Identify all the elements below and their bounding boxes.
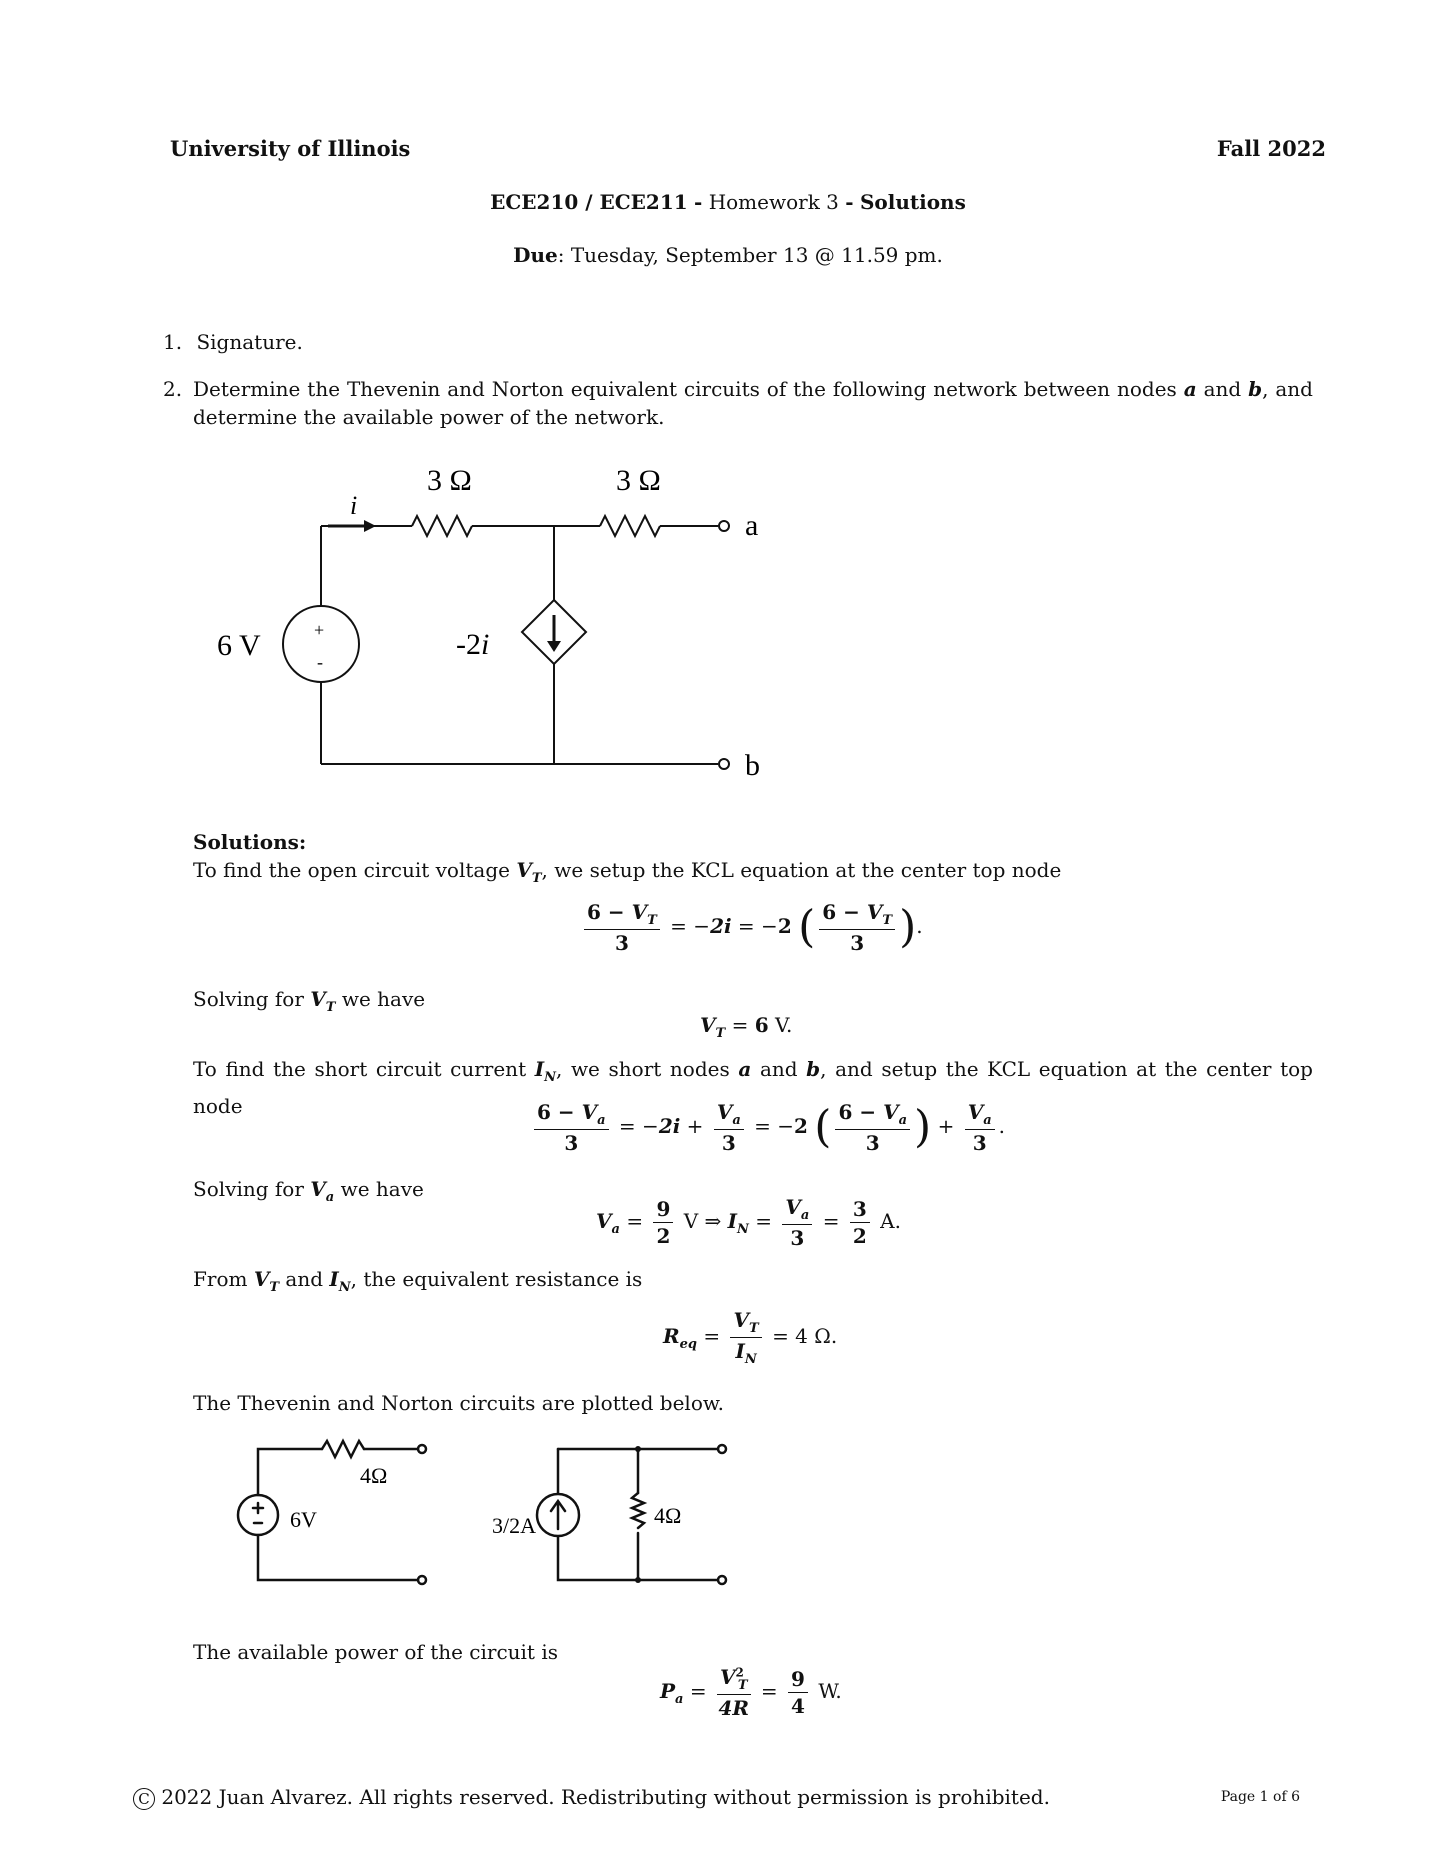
- para-plotted: The Thevenin and Norton circuits are plotted below.: [193, 1391, 724, 1415]
- copyright-line: C 2022 Juan Alvarez. All rights reserved. Redistributing without permission is prohibited.: [133, 1783, 1050, 1811]
- para-open-circuit: To find the open circuit voltage $V_T$, we setup the KCL equation at the center top node: [193, 858, 1062, 886]
- svg-text:i: i: [350, 491, 358, 520]
- solutions-heading: Solutions:: [193, 830, 307, 854]
- svg-text:3/2A: 3/2A: [492, 1513, 536, 1538]
- eq-va-result: $V_a$ = $\frac{9}{2}$ V ⇒ $I_N$ = $\frac{V_a}{3}$ = $\frac{3}{2}$ A.: [596, 1195, 901, 1250]
- eq-req: $R_{eq}$ = $\frac{V_T}{I_N}$ = 4 Ω.: [663, 1308, 838, 1367]
- eq-vt-result: $V_T = 6$ V.: [700, 1013, 793, 1041]
- item-2-text: Determine the Thevenin and Norton equivalent circuits of the following network between nodes a and b, and determine the available power of the network.: [193, 377, 1313, 429]
- item-2-number: 2.: [163, 377, 183, 401]
- svg-text:4Ω: 4Ω: [360, 1463, 388, 1488]
- due-line: Due: Tuesday, September 13 @ 11.59 pm.: [513, 243, 943, 267]
- para-req: From $V_T$ and $I_N$, the equivalent resistance is: [193, 1267, 643, 1295]
- svg-text:3 Ω: 3 Ω: [616, 464, 661, 497]
- resistor-2: [600, 516, 660, 536]
- resistor-1: [412, 516, 472, 536]
- term: Fall 2022: [1216, 136, 1326, 161]
- eq-kcl-short: $\frac{6 - V_a}{3}$ = −2i + $\frac{V_a}{3}$ = −2 ( $\frac{6 - V_a}{3}$ ) + $\frac{V_a}{3}$ .: [530, 1100, 1005, 1155]
- svg-text:a: a: [745, 509, 759, 542]
- svg-text:+: +: [314, 620, 325, 640]
- svg-text:3 Ω: 3 Ω: [427, 464, 472, 497]
- svg-text:b: b: [745, 749, 760, 782]
- doc-title: ECE210 / ECE211 - Homework 3 - Solutions: [490, 190, 966, 214]
- thevenin-resistor: [322, 1441, 364, 1457]
- institution: University of Illinois: [170, 136, 411, 161]
- eq-available-power: $P_a$ = $\frac{V^2_T}{4R}$ = $\frac{9}{4}$ W.: [660, 1665, 842, 1720]
- para-solve-vt: Solving for $V_T$ we have: [193, 987, 426, 1015]
- item-1: 1. Signature.: [163, 330, 303, 354]
- norton-resistor: [632, 1493, 644, 1528]
- svg-text:6 V: 6 V: [217, 629, 261, 662]
- svg-text:-: -: [317, 652, 323, 672]
- thevenin-source: [238, 1495, 278, 1535]
- circuit-diagram: [200, 450, 820, 790]
- copyright-icon: C: [133, 1788, 155, 1810]
- svg-text:-2i: -2i: [456, 628, 490, 661]
- equivalent-circuits-sketch: [230, 1435, 770, 1595]
- para-power: The available power of the circuit is: [193, 1640, 558, 1664]
- para-solve-va: Solving for $V_a$ we have: [193, 1177, 424, 1205]
- svg-text:6V: 6V: [290, 1507, 317, 1532]
- svg-text:4Ω: 4Ω: [654, 1503, 682, 1528]
- eq-kcl-open: $\frac{6 - V_T}{3}$ = −2i = −2 ( $\frac{6 - V_T}{3}$ ).: [580, 900, 923, 955]
- para-short-circuit: To find the short circuit current $I_N$, we short nodes a and b, and setup the KCL equation at the center top node: [193, 1057, 1313, 1118]
- page-number: Page 1 of 6: [1220, 1789, 1300, 1805]
